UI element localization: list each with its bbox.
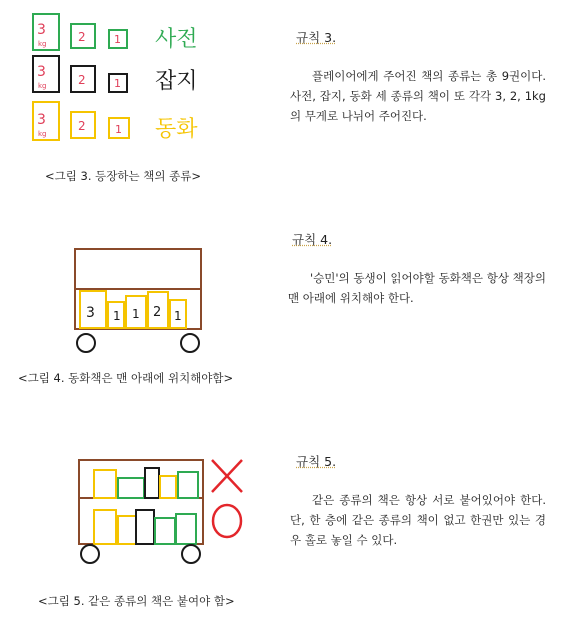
weight-label: 3 [37,22,46,38]
rule-4-text: '승민'의 동생이 읽어야할 동화책은 항상 책장의 맨 아래에 위치해야 한다. [288,271,546,305]
book-fairytale [94,470,116,498]
book-dictionary [155,518,175,544]
weight-label: 3 [37,64,46,80]
weight-label: 2 [78,73,86,87]
book-row-fairytale [33,102,198,142]
rule-5-title: 규칙 5. [296,454,337,469]
figure-5-caption: <그림 5. 같은 종류의 책은 붙여야 함> [38,594,235,608]
book-weight-label: 1 [132,307,140,321]
rule-3-body [290,66,546,126]
book-weight-label: 1 [174,309,182,323]
book-magazine [145,468,159,498]
book-weight-label: 1 [113,309,121,323]
book-dictionary [176,514,196,544]
weight-label: 1 [114,77,121,90]
figure-5-drawing [72,452,252,572]
figure-4-drawing [68,240,218,360]
book-row-dictionary [33,14,198,52]
figure-5 [72,452,252,572]
figure-3-drawing [25,8,225,148]
wheel-right [181,334,199,352]
book-fairytale [94,510,116,544]
rule-3-text: 플레이어에게 주어진 책의 종류는 총 9권이다. 사전, 잡지, 동화 세 종류의 책이 또 각각 3, 2, 1kg의 무게로 나뉘어 주어진다. [290,69,546,123]
wrong-x-icon [212,460,242,492]
type-label-dictionary: 사전 [155,27,198,52]
rule-4-body [288,268,546,308]
wheel-left [77,334,95,352]
weight-label: 1 [114,33,121,46]
rule-5-body [290,490,546,550]
rule-3-title: 규칙 3. [296,30,337,45]
book-weight-label: 3 [86,305,95,321]
weight-label: 2 [78,119,86,133]
rule-5-text: 같은 종류의 책은 항상 서로 붙어있어야 한다. 단, 한 층에 같은 종류의 책이 없고 한권만 있는 경우 홀로 놓일 수 있다. [290,493,546,547]
wheel-left [81,545,99,563]
rule-4-title: 규칙 4. [292,232,333,247]
weight-label: 3 [37,112,46,128]
book-fairytale [160,476,176,498]
unit-label: kg [38,40,47,48]
type-label-magazine: 잡지 [155,69,198,94]
weight-label: 2 [78,30,86,44]
book-dictionary [118,478,144,498]
book-weight-label: 2 [153,305,162,320]
book-row-magazine [33,56,198,94]
wheel-right [182,545,200,563]
figure-3 [25,8,225,148]
type-label-fairytale: 동화 [155,117,198,142]
weight-label: 1 [115,123,122,136]
figure-4-caption: <그림 4. 동화책은 맨 아래에 위치해야함> [18,371,234,385]
book-dictionary [178,472,198,498]
correct-o-icon [213,505,241,537]
unit-label: kg [38,82,47,90]
figure-3-caption: <그림 3. 등장하는 책의 종류> [45,169,201,183]
unit-label: kg [38,130,47,138]
book-fairytale [118,516,136,544]
figure-4 [68,240,218,360]
book-magazine [136,510,154,544]
